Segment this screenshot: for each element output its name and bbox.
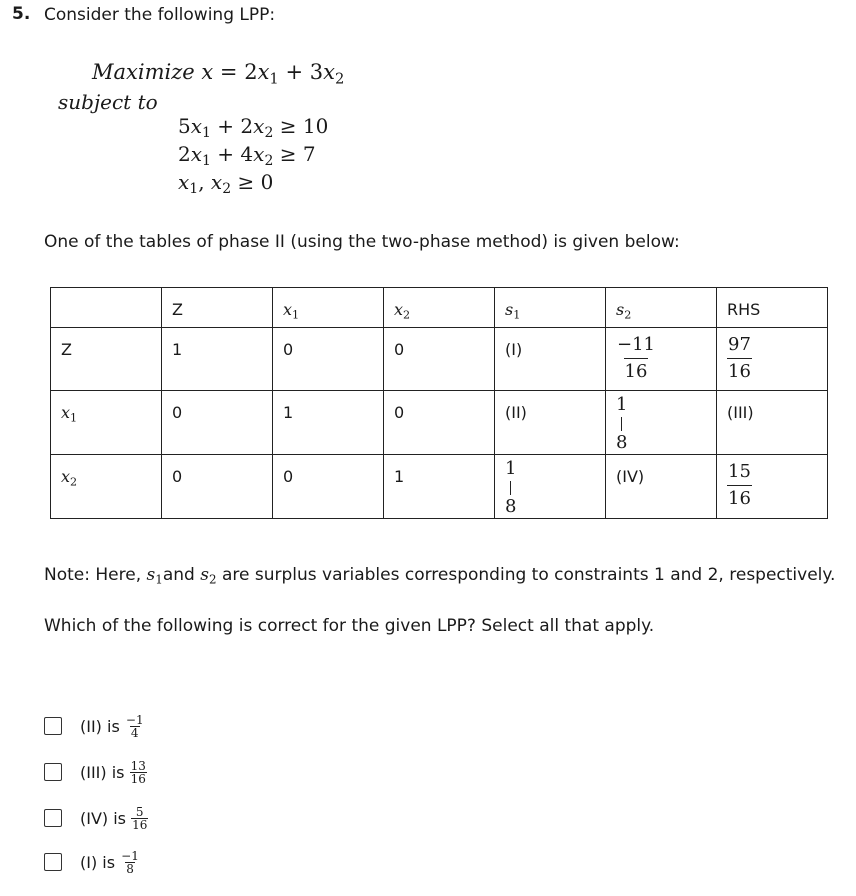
option-label: (I) is: [80, 852, 116, 872]
checkbox[interactable]: [44, 809, 62, 827]
header-s2: $s_2$: [606, 288, 717, 328]
cell-unknown-I: (I): [495, 328, 606, 391]
header-x1: $x_1$: [273, 288, 384, 328]
cell: 0: [273, 328, 384, 391]
row-z-label: Z: [51, 328, 162, 391]
row-x2-label: $x_2$: [51, 455, 162, 519]
table-intro: One of the tables of phase II (using the two-phase method) is given below:: [44, 232, 680, 252]
cell-fraction: $\frac{-11}{16}$: [606, 328, 717, 391]
table-row-z: [51, 328, 828, 391]
cell-unknown-II: (II): [495, 391, 606, 455]
table-row-x2: [51, 455, 828, 519]
cell: 0: [384, 391, 495, 455]
constraint-1: $5x_1 + 2x_2 \ge 10$: [178, 114, 329, 142]
option-label: (III) is: [80, 762, 125, 782]
constraint-2: $2x_1 + 4x_2 \ge 7$: [178, 142, 316, 170]
header-corner: [51, 288, 162, 328]
objective-var: x: [201, 60, 214, 84]
row-x1-label: $x_1$: [51, 391, 162, 455]
maximize-word: Maximize: [92, 60, 195, 84]
option-1[interactable]: (II) is $\frac{-1}{4}$: [44, 711, 145, 741]
note-text: Note: Here, $s_1and$ $s_2$ are surplus variables corresponding to constraints 1 and 2, respectively.: [44, 565, 836, 587]
question-number: 5.: [12, 4, 31, 24]
objective-coef-2: 3: [309, 60, 324, 84]
cell-fraction: $\frac{97}{16}$: [717, 328, 828, 391]
option-label: (IV) is: [80, 808, 127, 828]
objective-function: Maximize $x = 2x_1 + 3x_2$: [92, 60, 345, 88]
checkbox[interactable]: [44, 717, 62, 735]
cell: 0: [162, 391, 273, 455]
cell-fraction: $\frac{15}{16}$: [717, 455, 828, 519]
nonnegativity-constraint: $x_1$, $x_2 \ge 0$: [178, 170, 274, 198]
cell: 0: [162, 455, 273, 519]
header-s1: $s_1$: [495, 288, 606, 328]
cell: 1: [384, 455, 495, 519]
cell-unknown-IV: (IV): [606, 455, 717, 519]
objective-coef-1: 2: [244, 60, 258, 84]
instruction-text: Which of the following is correct for the given LPP? Select all that apply.: [44, 616, 655, 636]
header-rhs: RHS: [717, 288, 828, 328]
table-row-x1: [51, 391, 828, 455]
subject-to-label: subject to: [58, 90, 158, 114]
option-3[interactable]: (IV) is $\frac{5}{16}$: [44, 803, 148, 833]
checkbox[interactable]: [44, 763, 62, 781]
question-prompt: Consider the following LPP:: [44, 5, 276, 25]
simplex-table: [50, 287, 828, 519]
option-label: (II) is: [80, 716, 120, 736]
cell-fraction: 1 8: [495, 455, 606, 519]
cell-unknown-III: (III): [717, 391, 828, 455]
cell: 0: [273, 455, 384, 519]
cell: 1: [162, 328, 273, 391]
checkbox[interactable]: [44, 853, 62, 871]
table-header-row: [51, 288, 828, 328]
cell: 0: [384, 328, 495, 391]
option-2[interactable]: (III) is $\frac{13}{16}$: [44, 757, 147, 787]
header-z: Z: [162, 288, 273, 328]
header-x2: $x_2$: [384, 288, 495, 328]
cell-fraction: 1 8: [606, 391, 717, 455]
cell: 1: [273, 391, 384, 455]
option-4[interactable]: (I) is $\frac{-1}{8}$: [44, 847, 140, 877]
